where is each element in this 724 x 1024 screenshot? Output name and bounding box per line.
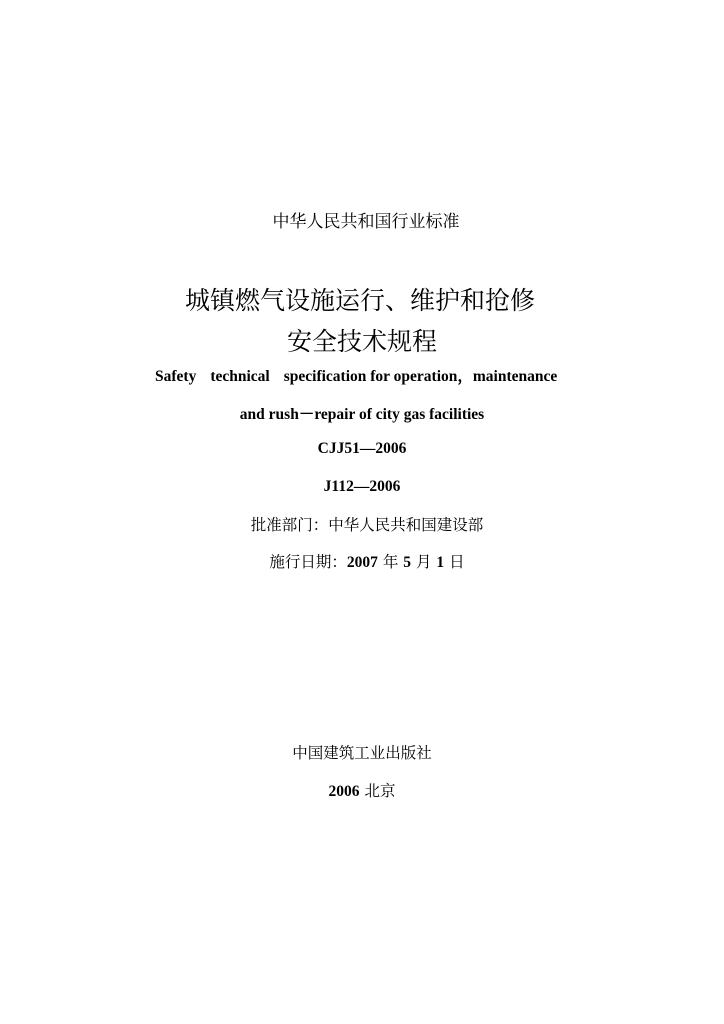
publication-city: 北京 <box>364 782 396 800</box>
effective-date <box>5 550 724 572</box>
effective-label: 施行日期： <box>269 553 347 571</box>
title-cn-line2: 安全技术规程 <box>286 327 437 356</box>
title-en-word1: Safety <box>155 368 197 385</box>
effective-month-unit: 月 <box>415 553 432 571</box>
effective-year-unit: 年 <box>382 553 399 571</box>
standard-code-primary: CJJ51—2006 <box>317 440 407 457</box>
effective-day: 1 <box>436 554 445 571</box>
title-en-line2: and rush－repair of city gas facilities <box>239 406 485 423</box>
title-cn-line1: 城镇燃气设施运行、维护和抢修 <box>184 286 535 315</box>
title-en-rest: specification for operation，maintenance <box>283 368 558 385</box>
approval-department: 批准部门：中华人民共和国建设部 <box>250 516 484 534</box>
title-en-line1 <box>155 364 605 386</box>
effective-year: 2007 <box>346 554 378 571</box>
publication-year: 2006 <box>328 783 360 800</box>
standard-code-secondary: J112—2006 <box>323 478 401 495</box>
effective-day-unit: 日 <box>449 553 465 571</box>
publisher-name: 中国建筑工业出版社 <box>292 744 432 762</box>
title-en-word2: technical <box>210 368 270 385</box>
effective-month: 5 <box>403 554 412 571</box>
publication-info <box>0 779 724 801</box>
standard-type-heading: 中华人民共和国行业标准 <box>272 212 460 232</box>
